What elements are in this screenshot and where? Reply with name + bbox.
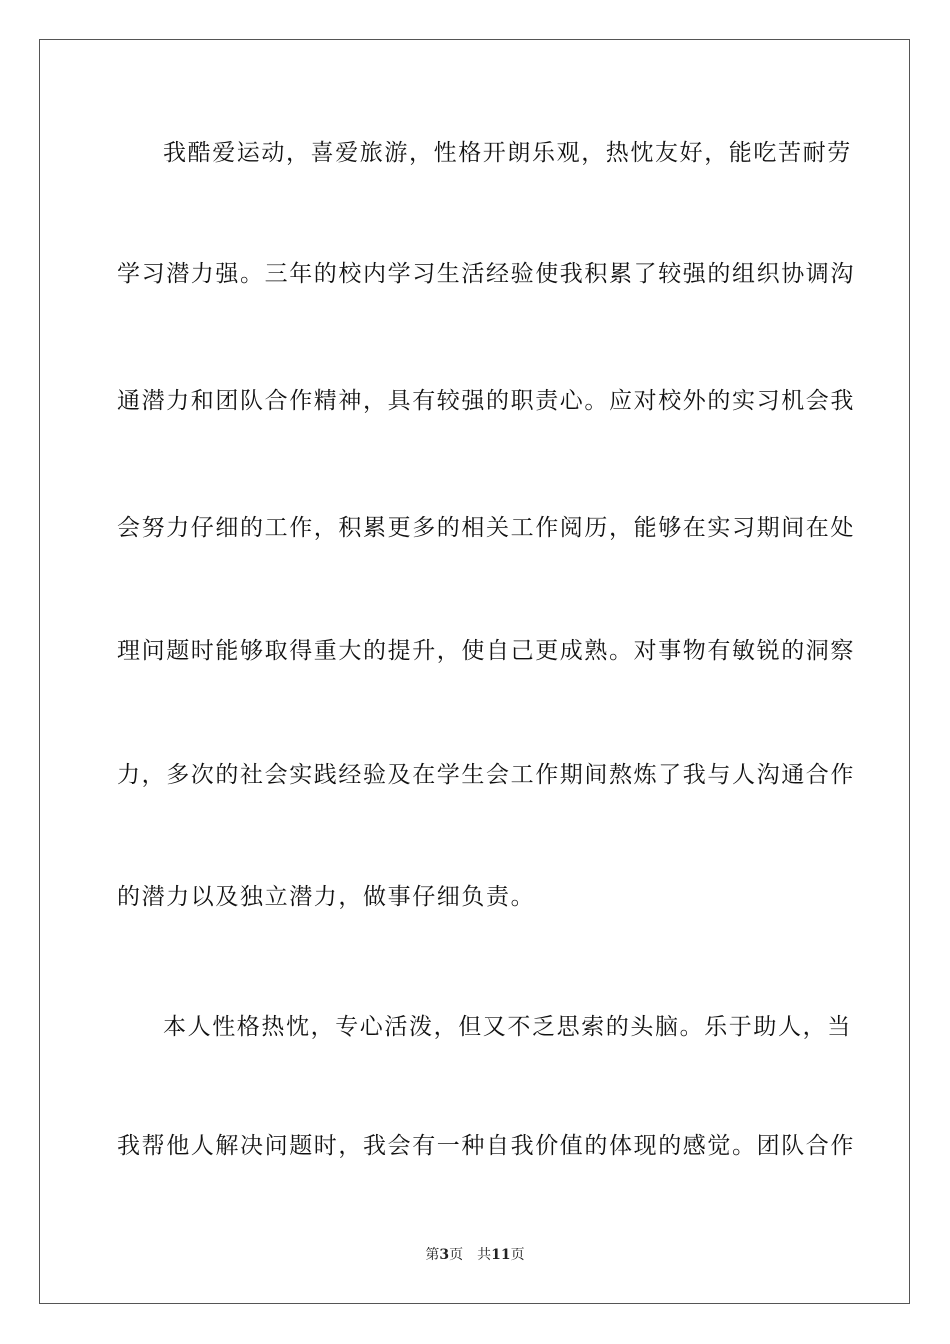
paragraph-line: 我帮他人解决问题时，我会有一种自我价值的体现的感觉。团队合作 (117, 1133, 855, 1159)
total-suffix: 页 (510, 1247, 525, 1263)
page-footer (0, 1245, 950, 1265)
page-prefix: 第 (425, 1247, 440, 1263)
page-suffix: 页 (449, 1247, 464, 1263)
paragraph-line: 学习潜力强。三年的校内学习生活经验使我积累了较强的组织协调沟 (117, 261, 855, 287)
paragraph-line: 理问题时能够取得重大的提升，使自己更成熟。对事物有敏锐的洞察 (117, 638, 855, 664)
total-page-count: 11 (491, 1247, 511, 1263)
page-frame (39, 39, 910, 1304)
paragraph-line: 会努力仔细的工作，积累更多的相关工作阅历，能够在实习期间在处 (117, 515, 855, 541)
paragraph-line: 我酷爱运动，喜爱旅游，性格开朗乐观，热忱友好，能吃苦耐劳 (163, 140, 852, 166)
current-page-number: 3 (439, 1247, 450, 1263)
total-prefix: 共 (477, 1247, 492, 1263)
paragraph-line: 本人性格热忱，专心活泼，但又不乏思索的头脑。乐于助人，当 (163, 1014, 852, 1040)
paragraph-line: 力，多次的社会实践经验及在学生会工作期间熬炼了我与人沟通合作 (117, 762, 855, 788)
paragraph-line-last: 的潜力以及独立潜力，做事仔细负责。 (117, 884, 536, 910)
paragraph-line: 通潜力和团队合作精神，具有较强的职责心。应对校外的实习机会我 (117, 388, 855, 414)
